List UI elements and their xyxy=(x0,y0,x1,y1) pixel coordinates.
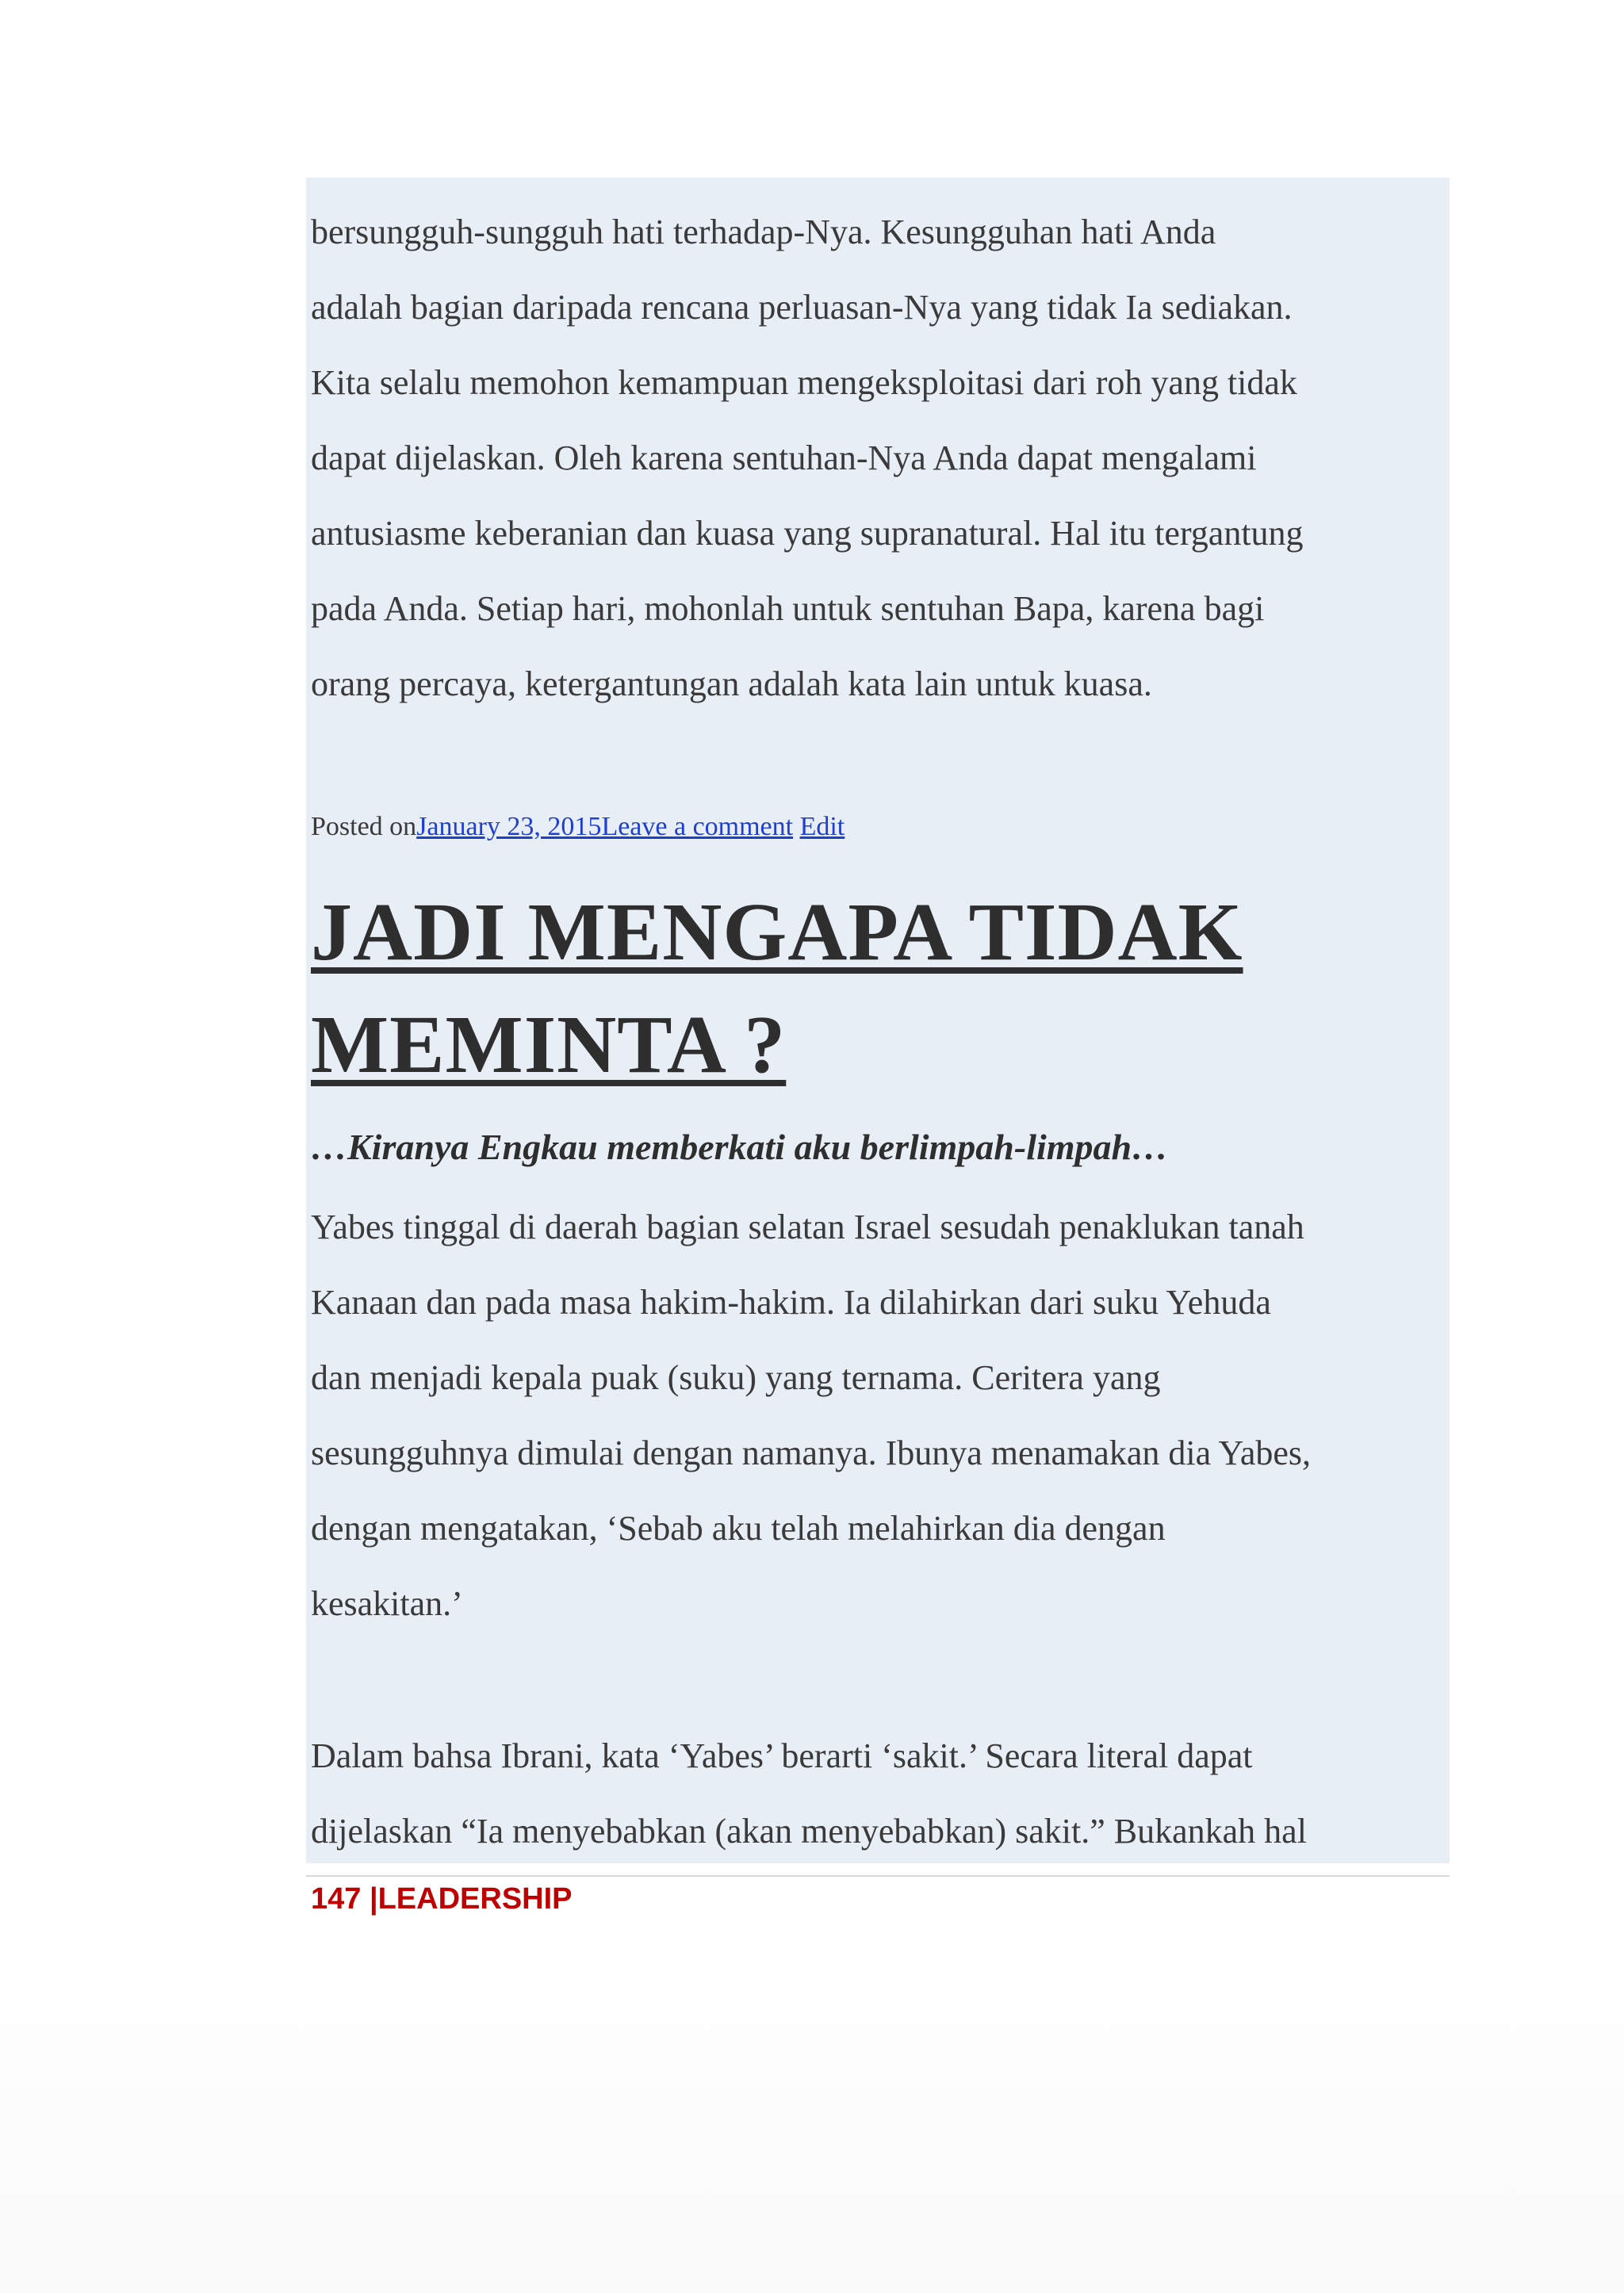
body-line: sesungguhnya dimulai dengan namanya. Ibunya menamakan dia Yabes, xyxy=(311,1434,1312,1472)
body-line: dijelaskan “Ia menyebabkan (akan menyebabkan) sakit.” Bukankah hal xyxy=(311,1812,1307,1851)
intro-line: dapat dijelaskan. Oleh karena sentuhan-Nya Anda dapat mengalami xyxy=(311,438,1257,477)
intro-line: antusiasme keberanian dan kuasa yang supranatural. Hal itu tergantung xyxy=(311,514,1304,553)
body-line: Dalam bahsa Ibrani, kata ‘Yabes’ berarti ‘sakit.’ Secara literal dapat xyxy=(311,1736,1253,1775)
post-date-link[interactable]: January 23, 2015 xyxy=(416,812,602,841)
post-title-line[interactable]: MEMINTA ? xyxy=(311,999,787,1090)
post-body-paragraph-2 xyxy=(311,1718,1307,1869)
leave-comment-link[interactable]: Leave a comment xyxy=(601,812,794,841)
page-footer-label: 147 |LEADERSHIP xyxy=(311,1882,573,1916)
post-subtitle: …Kiranya Engkau memberkati aku berlimpah-limpah… xyxy=(311,1127,1169,1167)
body-line: Yabes tinggal di daerah bagian selatan Israel sesudah penaklukan tanah xyxy=(311,1208,1304,1246)
body-line: kesakitan.’ xyxy=(311,1584,463,1623)
edit-link[interactable]: Edit xyxy=(799,812,845,841)
intro-line: Kita selalu memohon kemampuan mengeksploitasi dari roh yang tidak xyxy=(311,363,1297,402)
body-line: Kanaan dan pada masa hakim-hakim. Ia dilahirkan dari suku Yehuda xyxy=(311,1283,1271,1322)
post-meta xyxy=(311,812,845,842)
posted-on-label: Posted on xyxy=(311,812,417,841)
body-line: dengan mengatakan, ‘Sebab aku telah melahirkan dia dengan xyxy=(311,1509,1166,1548)
post-body-paragraph xyxy=(311,1189,1311,1641)
intro-line: bersungguh-sungguh hati terhadap-Nya. Kesungguhan hati Anda xyxy=(311,212,1216,251)
body-line: dan menjadi kepala puak (suku) yang ternama. Ceritera yang xyxy=(311,1358,1161,1397)
intro-line: pada Anda. Setiap hari, mohonlah untuk sentuhan Bapa, karena bagi xyxy=(311,589,1265,628)
post-title-line[interactable]: JADI MENGAPA TIDAK xyxy=(311,886,1243,978)
footer-divider xyxy=(306,1875,1450,1877)
page-background xyxy=(0,1903,1624,2293)
intro-line: adalah bagian daripada rencana perluasan-Nya yang tidak Ia sediakan. xyxy=(311,288,1293,327)
post-title[interactable] xyxy=(311,876,1243,1101)
intro-line: orang percaya, ketergantungan adalah kata lain untuk kuasa. xyxy=(311,664,1152,703)
intro-paragraph xyxy=(311,194,1304,722)
